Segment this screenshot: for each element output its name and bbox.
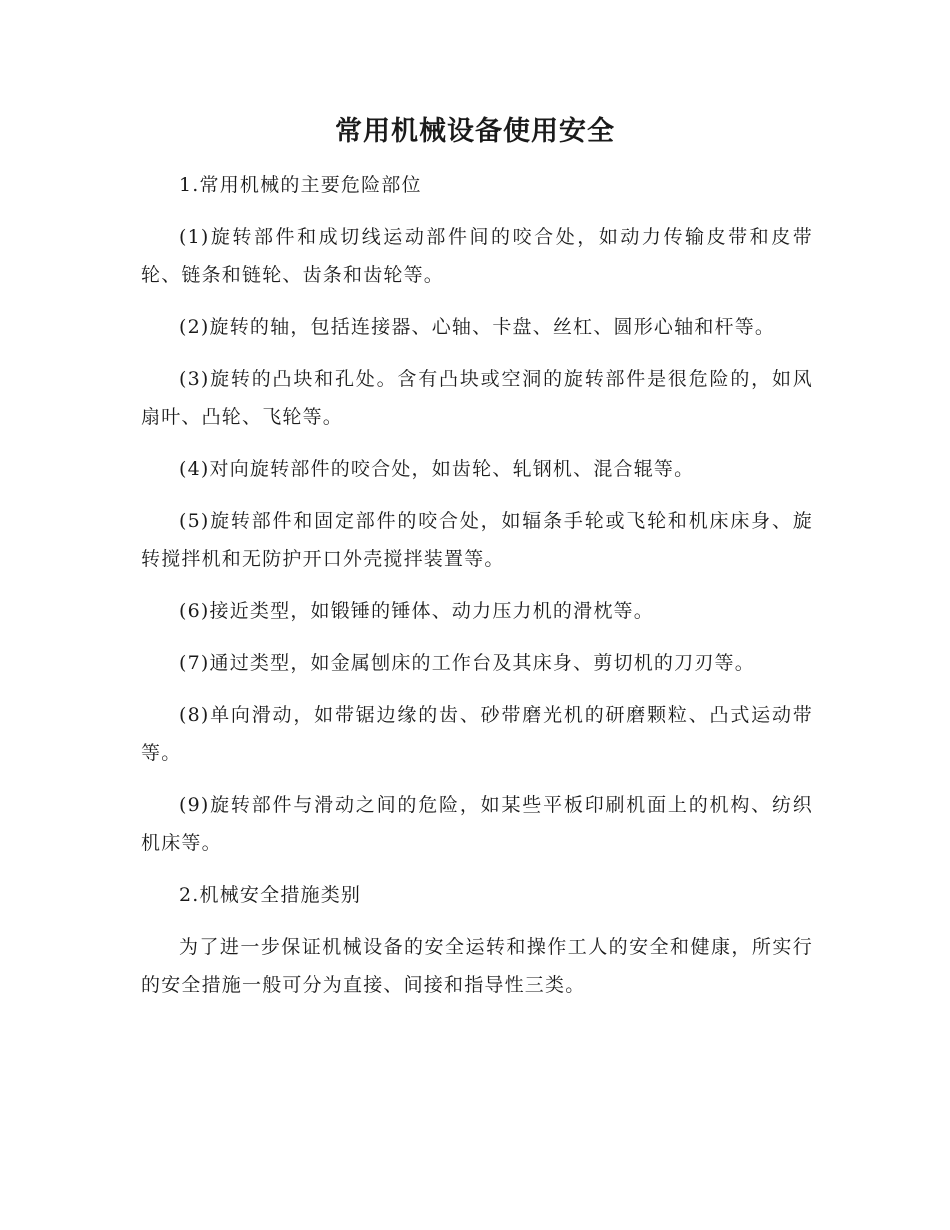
- paragraph: 为了进一步保证机械设备的安全运转和操作工人的安全和健康，所实行的安全措施一般可分为直接、间接和指导性三类。: [141, 936, 813, 996]
- paragraph: (1)旋转部件和成切线运动部件间的咬合处，如动力传输皮带和皮带轮、链条和链轮、齿条和齿轮等。: [141, 226, 813, 286]
- document-title: 常用机械设备使用安全: [335, 116, 615, 147]
- section-heading: 2.机械安全措施类别: [179, 884, 362, 906]
- paragraph: (3)旋转的凸块和孔处。含有凸块或空洞的旋转部件是很危险的，如风扇叶、凸轮、飞轮等。: [141, 368, 813, 428]
- paragraph: (6)接近类型，如锻锤的锤体、动力压力机的滑枕等。: [179, 600, 654, 622]
- document-body: [141, 166, 813, 1018]
- paragraph: (9)旋转部件与滑动之间的危险，如某些平板印刷机面上的机构、纺织机床等。: [141, 794, 813, 854]
- paragraph: (5)旋转部件和固定部件的咬合处，如辐条手轮或飞轮和机床床身、旋转搅拌机和无防护开口外壳搅拌装置等。: [141, 510, 813, 570]
- section-heading: 1.常用机械的主要危险部位: [179, 174, 422, 196]
- paragraph: (8)单向滑动，如带锯边缘的齿、砂带磨光机的研磨颗粒、凸式运动带等。: [141, 704, 813, 764]
- paragraph: (7)通过类型，如金属刨床的工作台及其床身、剪切机的刀刃等。: [179, 652, 755, 674]
- paragraph: (4)对向旋转部件的咬合处，如齿轮、轧钢机、混合辊等。: [179, 458, 695, 480]
- paragraph: (2)旋转的轴，包括连接器、心轴、卡盘、丝杠、圆形心轴和杆等。: [179, 316, 776, 338]
